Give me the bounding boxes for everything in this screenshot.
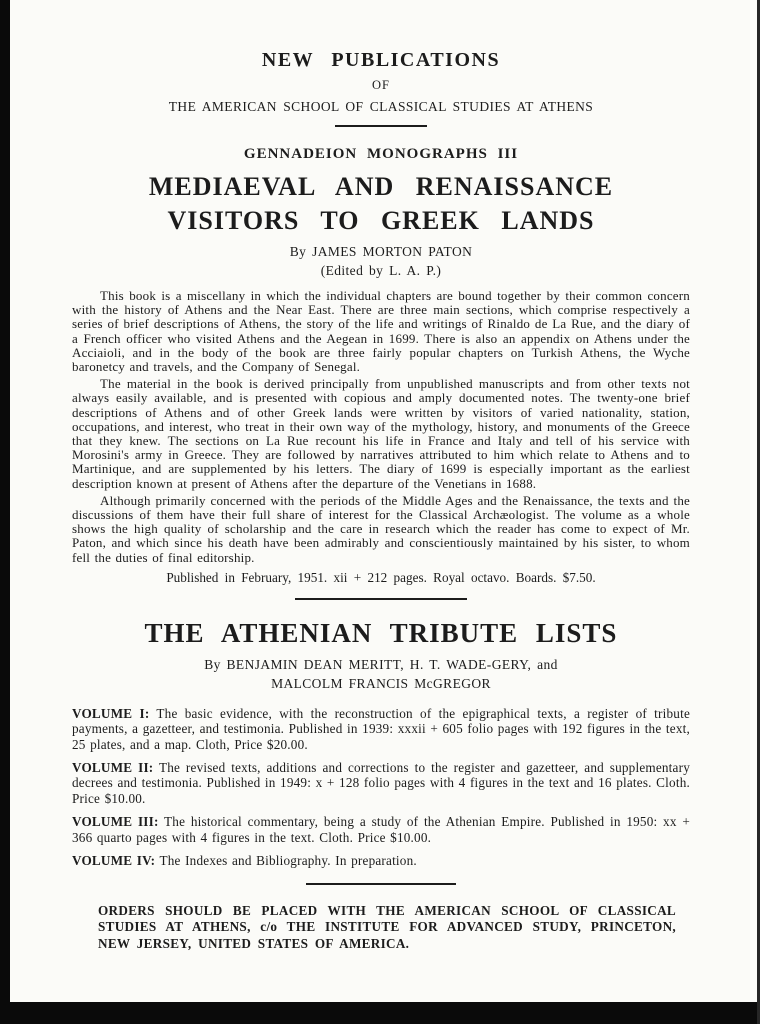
tribute-lists-title: THE ATHENIAN TRIBUTE LISTS xyxy=(144,617,618,648)
orders-notice: ORDERS SHOULD BE PLACED WITH THE AMERICAN SCHOOL OF CLASSICAL STUDIES AT ATHENS, c/o THE INSTITUTE FOR ADVANCED STUDY, PRINCETON, NEW JERSEY, UNITED STATES OF AMERICA. xyxy=(98,902,676,951)
page-content xyxy=(72,48,690,952)
tribute-authors-line1: By BENJAMIN DEAN MERITT, H. T. WADE-GERY, and xyxy=(204,656,558,672)
volume-label: VOLUME II: xyxy=(72,760,154,776)
section-divider xyxy=(295,598,467,600)
volume-entry-4 xyxy=(72,853,690,868)
volume-description: The revised texts, additions and corrections to the register and gazetteer, and supplementary decrees and testimonia. Published in 1949: x + 128 folio pages with 4 figures in the text and 16 plates. Cloth. Price $10.00. xyxy=(72,760,690,806)
volume-description: The basic evidence, with the reconstruction of the epigraphical texts, a register of tribute payments, a gazetteer, and testimonia. Published in 1939: xxxii + 605 folio pages with 192 figures in the text, 25 plates, and a map. Cloth, Price $20.00. xyxy=(72,705,691,752)
monograph-paragraph-1: This book is a miscellany in which the individual chapters are bound together by their common concern with the history of Athens and the Near East. There are three main sections, which comprise respectively a series of brief descriptions of Athens, the story of the life and writings of Rinaldo de La Rue, and the diary of a French officer who visited Athens and the Aegean in 1699. There is also an appendix on Athens under the Acciaioli, and in the body of the book are three fairly popular chapters on Turkish Athens, the Wyche baronetcy and travels, and the Company of Senegal. xyxy=(72,288,690,375)
section-divider xyxy=(335,125,427,127)
scan-edge-left xyxy=(0,0,10,1024)
monograph-paragraph-2: The material in the book is derived principally from unpublished manuscripts and from other texts not always easily available, and is presented with copious and amply documented notes. The twenty-one brief descriptions of Athens and of other Greek lands were written by visitors of varied nationality, station, occupations, and interest, who treat in their own way of the mythology, history, and monuments of the Greece that they knew. The sections on La Rue recount his life in France and Italy and tell of his service with Morosini's army in Greece. They are followed by narratives attributed to him which relate to Athens and to Martinique, and are supplemented by his letters. The diary of 1699 is especially important as the earliest description known at present of Athens after the departure of the Venetians in 1688. xyxy=(72,376,690,491)
volume-description: The Indexes and Bibliography. In preparation. xyxy=(159,853,417,869)
editor-line: (Edited by L. A. P.) xyxy=(320,263,442,278)
publication-info: Published in February, 1951. xii + 212 pages. Royal octavo. Boards. $7.50. xyxy=(166,569,596,585)
volume-entry-3 xyxy=(72,814,690,845)
section-divider xyxy=(306,883,456,885)
masthead-title: NEW PUBLICATIONS xyxy=(261,49,501,71)
series-heading: GENNADEION MONOGRAPHS III xyxy=(243,146,519,162)
masthead-institution: THE AMERICAN SCHOOL OF CLASSICAL STUDIES AT ATHENS xyxy=(168,99,594,114)
volume-description: The historical commentary, being a study of the Athenian Empire. Published in 1950: xx + 366 quarto pages with 4 figures in the text. Cloth. Price $10.00. xyxy=(72,814,690,845)
volume-entry-1 xyxy=(72,706,690,752)
book-title-line2: VISITORS TO GREEK LANDS xyxy=(167,206,595,235)
masthead-of: OF xyxy=(372,78,390,92)
volume-label: VOLUME I: xyxy=(72,705,150,721)
volume-label: VOLUME III: xyxy=(72,814,159,830)
volume-entry-2 xyxy=(72,760,690,806)
tribute-authors-line2: MALCOLM FRANCIS McGREGOR xyxy=(271,675,491,691)
book-title-line1: MEDIAEVAL AND RENAISSANCE xyxy=(148,172,614,201)
volume-label: VOLUME IV: xyxy=(72,853,156,869)
book-title xyxy=(72,170,690,238)
monograph-paragraph-3: Although primarily concerned with the periods of the Middle Ages and the Renaissance, the texts and the discussions of them have their full share of interest for the Classical Archæologist. The volume as a whole shows the high quality of scholarship and the care in research which the reader has come to expect of Mr. Paton, and which since his death have been admirably and conscientiously maintained by his sister, to whom fell the duties of final editorship. xyxy=(72,492,690,565)
author-line: By JAMES MORTON PATON xyxy=(289,244,473,259)
scan-edge-bottom xyxy=(0,1002,760,1024)
